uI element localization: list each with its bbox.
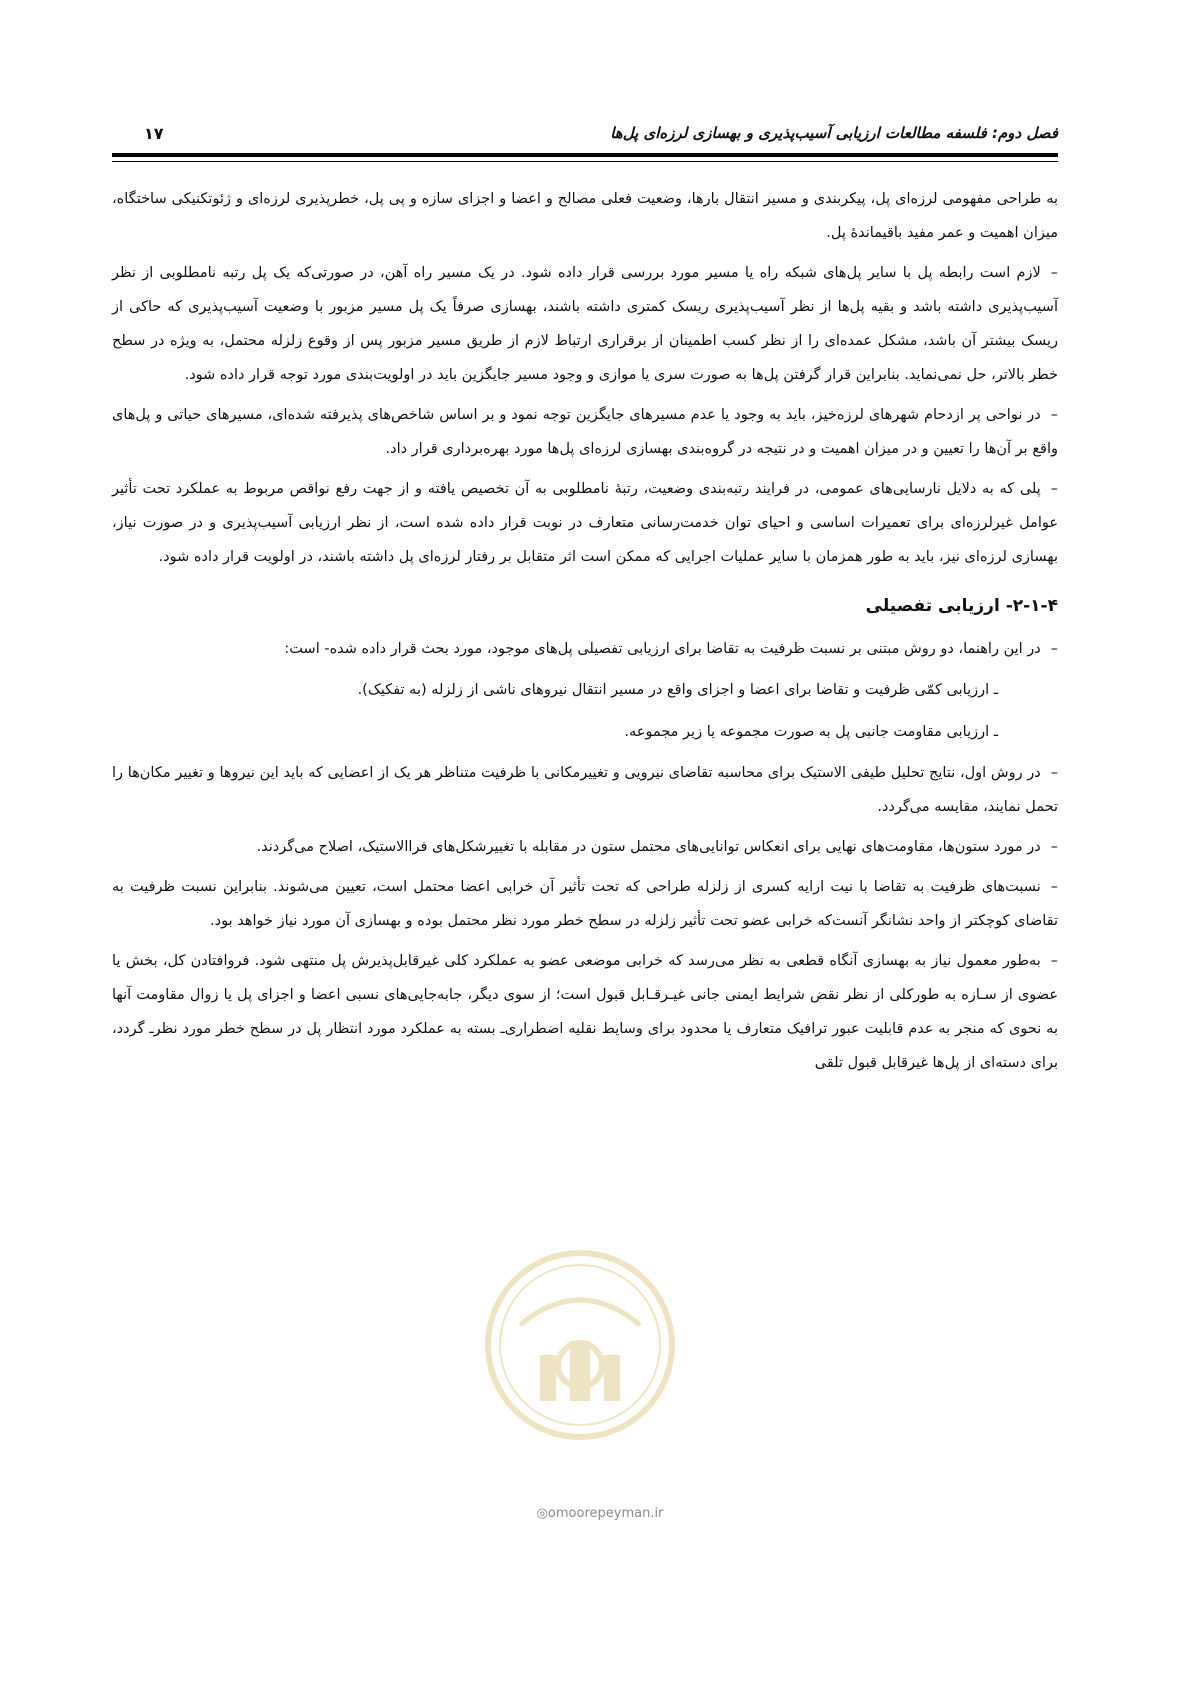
watermark-globe-icon: ◎	[536, 1506, 548, 1521]
dash-marker: –	[1050, 953, 1058, 969]
watermark-url-text: omoorepeyman.ir	[547, 1506, 664, 1521]
dash-marker: –	[1050, 265, 1058, 281]
paragraph-text: در روش اول، نتایج تحلیل طیفی الاستیک برای محاسبه تقاضای نیرویی و تغییرمکانی با ظرفیت متناظر هر یک از اعضایی که باید این نیروها و تغییر مکان‌ها را تحمل نمایند، مقایسه می‌گردد.	[112, 765, 1058, 815]
paragraph-text: در این راهنما، دو روش مبتنی بر نسبت ظرفیت به تقاضا برای ارزیابی تفصیلی پل‌های موجود، مورد بحث قرار داده شده- است:	[284, 641, 1041, 657]
paragraph-first-method	[112, 756, 1058, 824]
dash-marker: –	[1050, 765, 1058, 781]
paragraph-text: در مورد ستون‌ها، مقاومت‌های نهایی برای انعکاس توانایی‌های محتمل ستون در مقابله با تغییرشکل‌های فراالاستیک، اصلاح می‌گردند.	[256, 839, 1041, 855]
dash-marker: –	[1050, 879, 1058, 895]
watermark-logo-icon	[480, 1245, 680, 1445]
header-rule-thick	[112, 153, 1058, 157]
paragraph-continuation	[112, 182, 1058, 250]
paragraph-urban-areas	[112, 398, 1058, 466]
paragraph-text: در نواحی پر ازدحام شهرهای لرزه‌خیز، باید به وجود یا عدم مسیرهای جایگزین توجه نمود و بر اساس شاخص‌های پذیرفته شده‌ای، مسیرهای حیاتی و پل‌های واقع بر آن‌ها را تعیین و در میزان اهمیت و در نتیجه در گروه‌بندی بهسازی لرزه‌ای پل‌ها مورد بهره‌برداری قرار داد.	[112, 407, 1058, 457]
paragraph-text: پلی که به دلایل نارسایی‌های عمومی، در فرایند رتبه‌بندی وضعیت، رتبهٔ نامطلوبی به آن تخصیص یافته و از جهت رفع نواقص مربوط به عملکرد تحت تأثیر عوامل غیرلرزه‌ای برای تعمیرات اساسی و احیای توان خدمت‌رسانی متعارف در نوبت قرار داده شده است، از نظر ارزیابی آسیب‌پذیری و در صورت نیاز، بهسازی لرزه‌ای نیز، باید به طور همزمان با سایر عملیات اجرایی که ممکن است اثر متقابل بر رفتار لرزه‌ای پل داشته باشند، در اولویت قرار داده شود.	[112, 481, 1058, 565]
document-body	[112, 182, 1058, 1086]
paragraph-text: لازم است رابطه پل با سایر پل‌های شبکه راه یا مسیر مورد بررسی قرار داده شود. در یک مسیر راه آهن، در صورتی‌که یک پل رتبه نامطلوبی از نظر آسیب‌پذیری داشته باشد و بقیه پل‌ها از نظر آسیب‌پذیری ریسک کمتری داشته باشند، بهسازی صرفاً یک پل مسیر مزبور با وضعیت آسیب‌پذیری که حاکی از ریسک بیشتر آن باشد، مشکل عمده‌ای را از نظر کسب اطمینان از برقراری ارتباط لازم از طریق مسیر مزبور پس از وقوع زلزله محتمل، به ویژه در سطح خطر بالاتر، حل نمی‌نماید. بنابراین قرار گرفتن پل‌ها به صورت سری یا موازی و وجود مسیر جایگزین باید در اولویت‌بندی مورد توجه قرار داده شود.	[112, 265, 1058, 383]
paragraph-methods-intro	[112, 632, 1058, 666]
page-number: ۱۷	[144, 124, 164, 143]
paragraph-text: نسبت‌های ظرفیت به تقاضا با نیت ارایه کسری از زلزله طراحی که تحت تأثیر آن خرابی اعضا محتمل است، تعیین می‌شوند. بنابراین نسبت ظرفیت به تقاضای کوچکتر از واحد نشانگر آنست‌که خرابی عضو تحت تأثیر زلزله در سطح خطر مورد نظر محتمل بوده و بهسازی آن مورد نیاز خواهد بود.	[112, 879, 1058, 929]
dash-marker: –	[1050, 481, 1058, 497]
page-header	[112, 118, 1058, 152]
dash-marker: –	[1050, 407, 1058, 423]
paragraph-retrofit-need	[112, 944, 1058, 1080]
methods-list	[112, 672, 1058, 750]
paragraph-columns	[112, 830, 1058, 864]
chapter-title: فصل دوم: فلسفه مطالعات ارزیابی آسیب‌پذیری و بهسازی لرزه‌ای پل‌ها	[610, 124, 1058, 142]
dash-marker: –	[1050, 641, 1058, 657]
paragraph-rating	[112, 472, 1058, 574]
list-item: ـ ارزیابی مقاومت جانبی پل به صورت مجموعه یا زیر مجموعه.	[624, 724, 998, 740]
watermark-url	[500, 1506, 700, 1521]
paragraph-bridge-network	[112, 256, 1058, 392]
header-rule-thin	[112, 161, 1058, 162]
paragraph-text: به طراحی مفهومی لرزه‌ای پل، پیکربندی و مسیر انتقال بارها، وضعیت فعلی مصالح و اعضا و اجزای سازه و پی پل، خطرپذیری لرزه‌ای و ژئوتکنیکی ساختگاه، میزان اهمیت و عمر مفید باقیماندهٔ پل.	[112, 191, 1058, 241]
paragraph-ratios	[112, 870, 1058, 938]
dash-marker: –	[1050, 839, 1058, 855]
list-item: ـ ارزیابی کمّی ظرفیت و تقاضا برای اعضا و اجزای واقع در مسیر انتقال نیروهای ناشی از زلزله (به تفکیک).	[357, 682, 998, 698]
paragraph-text: به‌طور معمول نیاز به بهسازی آنگاه قطعی به نظر می‌رسد که خرابی موضعی عضو به عملکرد کلی غیرقابل‌پذیرش پل منتهی شود. فروافتادن کل، بخش یا عضوی از سـازه به طورکلی از نظر نقض شرایط ایمنی جانی غیـرقـابل قبول است؛ از سوی دیگر، جابه‌جایی‌های نسبی اعضا و اجزای پل یا زوال مقاومت آنها به نحوی که منجر به عدم قابلیت عبور ترافیک متعارف یا محدود برای وسایط نقلیه اضطراری‌ـ بسته به عملکرد مورد انتظار پل در سطح خطر مورد نظرـ گردد، برای دسته‌ای از پل‌ها غیرقابل قبول تلقی	[112, 953, 1058, 1071]
section-heading: ۲-۱-۴- ارزیابی تفصیلی	[865, 596, 1058, 616]
